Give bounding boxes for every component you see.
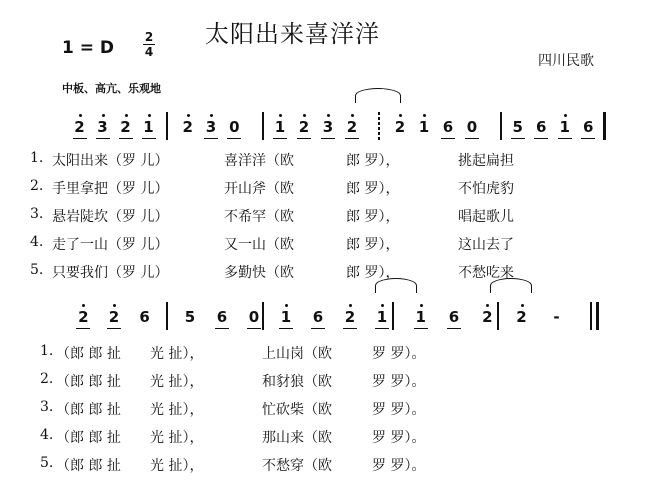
lyric-segment: 4.	[40, 427, 54, 443]
note: -	[553, 308, 560, 326]
note: 1	[139, 118, 159, 140]
barline	[166, 302, 168, 330]
note: 6	[308, 308, 328, 330]
measure	[268, 110, 364, 140]
note: 2	[340, 308, 360, 330]
tempo-marking: 中板、高亢、乐观地	[62, 82, 161, 95]
note: 2	[477, 308, 497, 330]
lyric-segment: 5.	[30, 262, 44, 278]
lyric-segment: 罗 罗）。	[372, 458, 426, 474]
lyric-segment: 太阳出来（罗 儿）	[52, 153, 169, 169]
note: 2	[512, 308, 532, 330]
note: 2	[104, 308, 124, 330]
lyric-segment: 挑起扁担	[458, 153, 514, 169]
lyric-segment: 不愁吃来	[458, 265, 514, 281]
measure	[174, 300, 270, 330]
lyric-segment: 不怕虎豹	[458, 181, 514, 197]
barline	[262, 302, 264, 330]
measure	[270, 300, 398, 330]
measure	[404, 300, 504, 330]
lyric-segment: 罗 罗）。	[372, 402, 426, 418]
lyric-segment: 这山去了	[458, 237, 514, 253]
staff-line-2	[0, 300, 646, 330]
lyric-segment: （郎 郎 扯	[56, 374, 121, 390]
note: 3	[318, 118, 338, 140]
note: 2	[73, 308, 93, 330]
barline	[166, 112, 168, 140]
lyric-segment: 那山来（欧	[262, 430, 332, 446]
lyric-segment: 喜洋洋（欧	[224, 153, 294, 169]
note: 3	[201, 118, 221, 140]
note: 0	[462, 118, 482, 140]
lyric-segment: 2.	[30, 178, 44, 194]
note: 6	[578, 118, 598, 140]
key-signature: 1 = D	[62, 38, 115, 58]
lyric-segment: 悬岩陡坎（罗 儿）	[52, 209, 169, 225]
note: 6	[139, 308, 150, 326]
lyric-segment: 手里拿把（罗 儿）	[52, 181, 169, 197]
barline	[596, 302, 599, 330]
lyric-segment: 光 扯），	[150, 430, 204, 446]
lyric-segment: 开山斧（欧	[224, 181, 294, 197]
lyric-segment: 多勤快（欧	[224, 265, 294, 281]
note: 1	[270, 118, 290, 140]
lyric-segment: 4.	[30, 234, 44, 250]
lyric-segment: 只要我们（罗 儿）	[52, 265, 169, 281]
barline	[590, 302, 592, 330]
measure	[506, 110, 600, 140]
barline	[262, 112, 264, 140]
lyric-segment: 忙砍柴（欧	[262, 402, 332, 418]
note: 6	[444, 308, 464, 330]
lyric-segment: 郎 罗），	[346, 181, 400, 197]
lyric-segment: 光 扯），	[150, 402, 204, 418]
lyric-segment: 唱起歌儿	[458, 209, 514, 225]
note: 1	[411, 308, 431, 330]
lyric-segment: 郎 罗），	[346, 265, 400, 281]
lyric-segment: 光 扯），	[150, 346, 204, 362]
time-signature-bottom: 4	[144, 45, 154, 59]
measure	[68, 300, 160, 330]
lyric-segment: 3.	[30, 206, 44, 222]
lyric-segment: （郎 郎 扯	[56, 402, 121, 418]
lyric-segment: （郎 郎 扯	[56, 458, 121, 474]
lyric-segment: 1.	[40, 343, 54, 359]
note: 2	[390, 118, 410, 140]
note: 2	[116, 118, 136, 140]
measure	[68, 110, 160, 140]
note: 0	[224, 118, 244, 140]
barline	[500, 112, 502, 140]
barline	[603, 112, 606, 140]
lyric-segment: 走了一山（罗 儿）	[52, 237, 169, 253]
note: 2	[70, 118, 90, 140]
note: 2	[342, 118, 362, 140]
note: 1	[414, 118, 434, 140]
note: 1	[372, 308, 392, 330]
note: 2	[178, 118, 198, 140]
lyric-segment: 又一山（欧	[224, 237, 294, 253]
lyric-segment: 郎 罗），	[346, 153, 400, 169]
lyric-segment: 和豺狼（欧	[262, 374, 332, 390]
note: 1	[555, 118, 575, 140]
lyric-segment: 罗 罗）。	[372, 430, 426, 446]
note: 3	[93, 118, 113, 140]
lyric-segment: 不希罕（欧	[224, 209, 294, 225]
lyric-segment: 不愁穿（欧	[262, 458, 332, 474]
lyric-segment: 上山岗（欧	[262, 346, 332, 362]
note: 5	[184, 308, 196, 326]
song-origin: 四川民歌	[538, 53, 594, 69]
barline	[378, 112, 380, 140]
note: 0	[244, 308, 264, 330]
lyric-segment: 郎 罗），	[346, 209, 400, 225]
barline	[392, 302, 394, 330]
note: 6	[212, 308, 232, 330]
staff-line-1	[0, 110, 646, 140]
barline	[497, 302, 499, 330]
measure	[176, 110, 246, 140]
lyric-segment: 2.	[40, 371, 54, 387]
lyric-segment: 光 扯），	[150, 374, 204, 390]
lyric-segment: 郎 罗），	[346, 237, 400, 253]
measure	[504, 300, 574, 330]
lyric-segment: 3.	[40, 399, 54, 415]
time-signature	[143, 30, 155, 59]
lyric-segment: （郎 郎 扯	[56, 430, 121, 446]
lyric-segment: 5.	[40, 455, 54, 471]
measure	[388, 110, 484, 140]
lyric-segment: （郎 郎 扯	[56, 346, 121, 362]
note: 6	[531, 118, 551, 140]
lyric-segment: 罗 罗）。	[372, 374, 426, 390]
time-signature-top: 2	[144, 30, 154, 44]
tie-mark	[355, 88, 401, 103]
lyric-segment: 罗 罗）。	[372, 346, 426, 362]
note: 5	[508, 118, 528, 140]
lyric-segment: 1.	[30, 150, 44, 166]
song-title: 太阳出来喜洋洋	[205, 20, 380, 48]
note: 1	[276, 308, 296, 330]
note: 2	[294, 118, 314, 140]
lyric-segment: 光 扯），	[150, 458, 204, 474]
note: 6	[438, 118, 458, 140]
